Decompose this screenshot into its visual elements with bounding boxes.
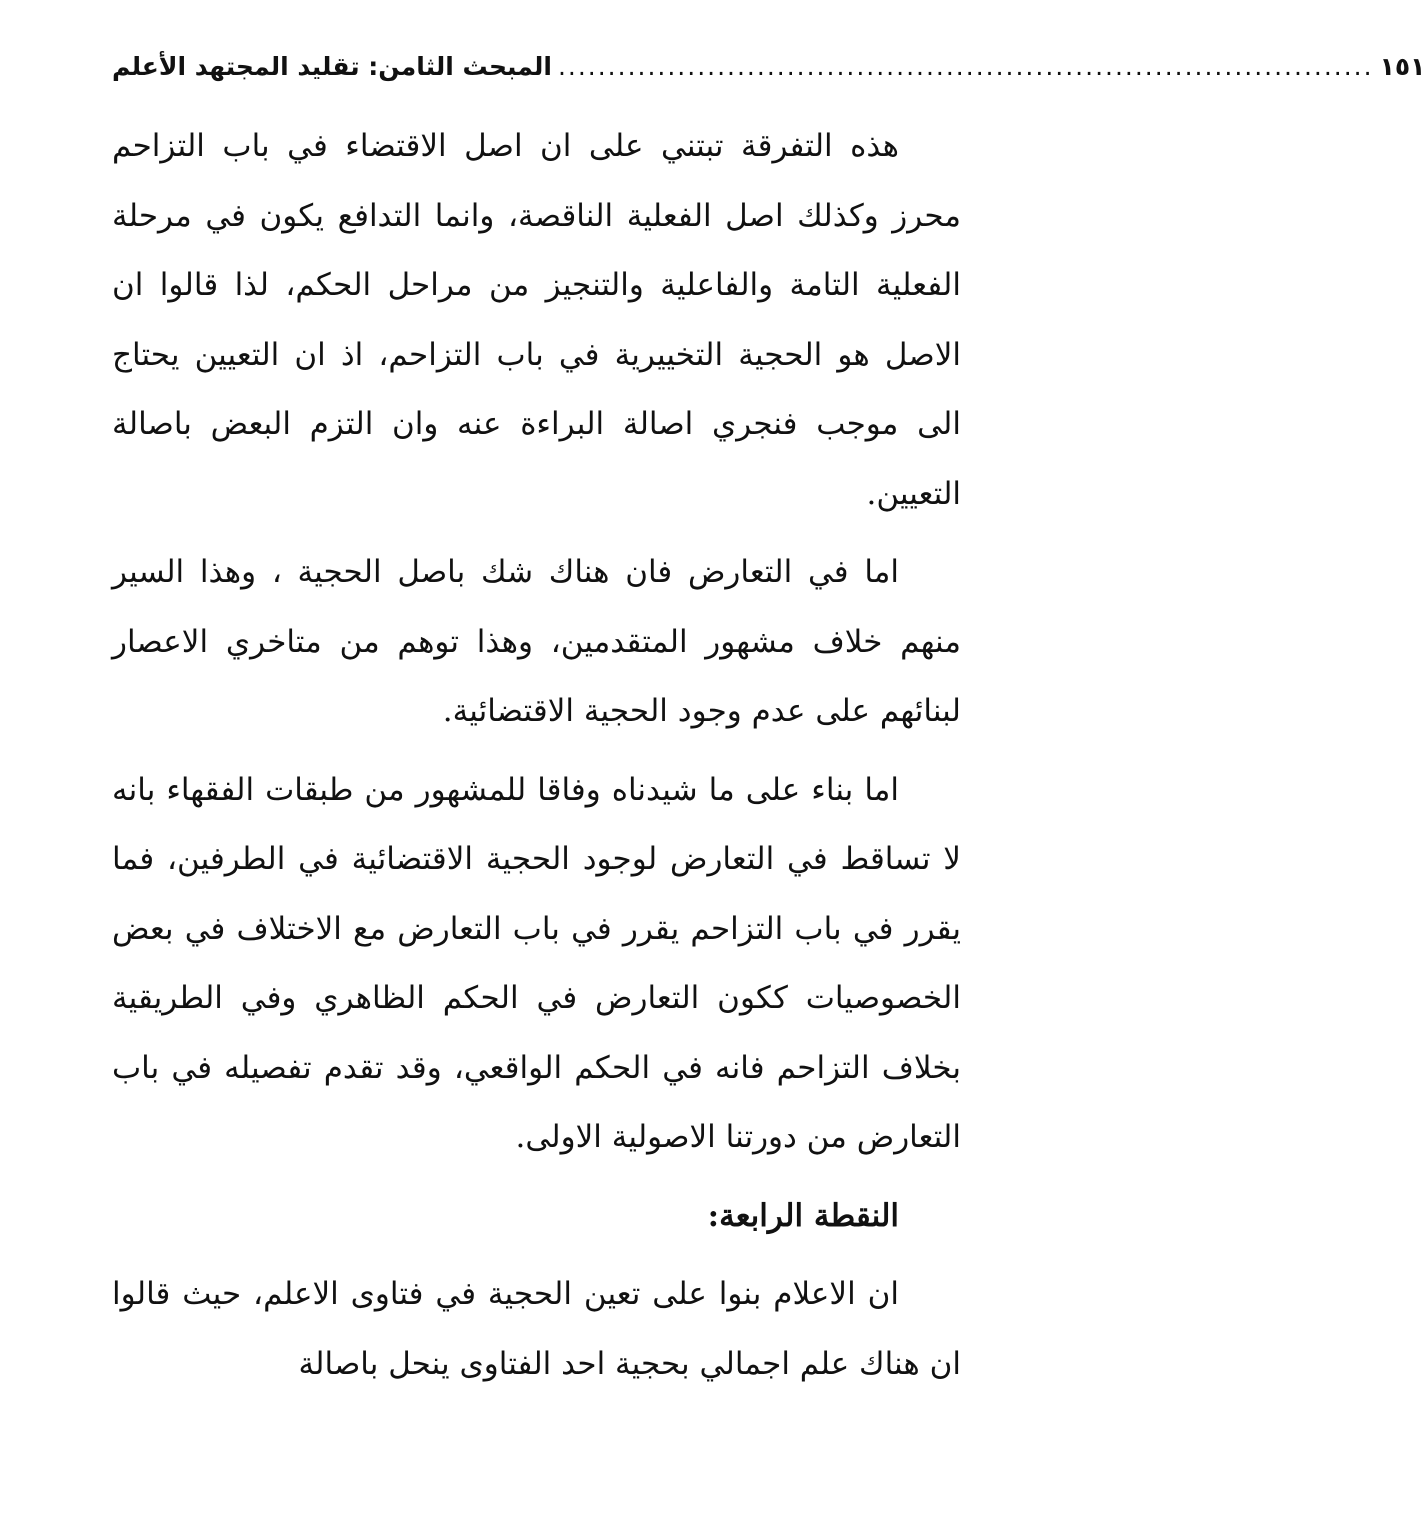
chapter-title: المبحث الثامن: تقليد المجتهد الأعلم xyxy=(112,52,552,81)
page-number: ١٥١ xyxy=(1379,52,1425,81)
paragraph-1: هذه التفرقة تبتني على ان اصل الاقتضاء في باب التزاحم محرز وكذلك اصل الفعلية الناقصة، وانما التدافع يكون في مرحلة الفعلية التامة والفاعلية والتنجيز من مراحل الحكم، لذا قالوا ان الاصل هو الحجية التخييرية في باب التزاحم، اذ ان التعيين يحتاج الى موجب فنجري اصالة البراءة عنه وان التزم البعض باصالة التعيين. xyxy=(112,128,961,512)
header-leader-dots: .................................................................................. xyxy=(557,52,1374,81)
running-header xyxy=(112,52,1425,100)
paragraph-3: اما بناء على ما شيدناه وفاقا للمشهور من طبقات الفقهاء بانه لا تساقط في التعارض لوجود الحجية الاقتضائية في الطرفين، فما يقرر في باب التزاحم يقرر في باب التعارض مع الاختلاف في بعض الخصوصيات ككون التعارض في الحكم الظاهري وفي الطريقية بخلاف التزاحم فانه في الحكم الواقعي، وقد تقدم تفصيله في باب التعارض من دورتنا الاصولية الاولى. xyxy=(112,771,961,1155)
body-text xyxy=(112,112,961,1399)
paragraph-4: ان الاعلام بنوا على تعين الحجية في فتاوى الاعلم، حيث قالوا ان هناك علم اجمالي بحجية احد الفتاوى ينحل باصالة xyxy=(112,1276,961,1382)
section-heading: النقطة الرابعة: xyxy=(707,1197,899,1234)
paragraph-2: اما في التعارض فان هناك شك باصل الحجية ، وهذا السير منهم خلاف مشهور المتقدمين، وهذا توهم من متاخري الاعصار لبنائهم على عدم وجود الحجية الاقتضائية. xyxy=(112,554,961,729)
